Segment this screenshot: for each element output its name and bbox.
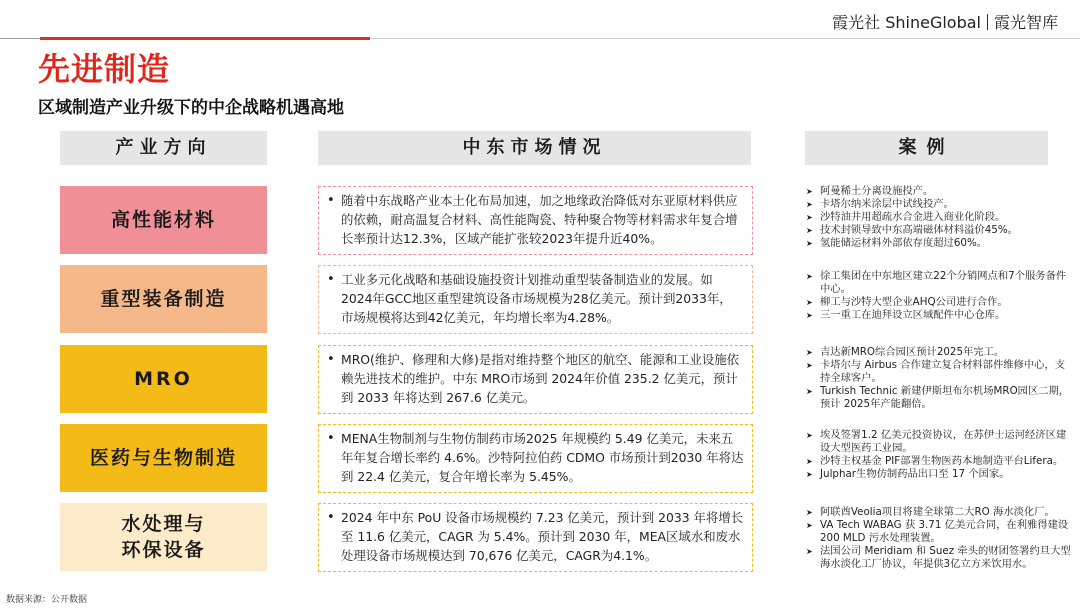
- title-accent-bar: [40, 37, 370, 40]
- arrow-bullet-icon: ➤: [806, 311, 813, 320]
- arrow-bullet-icon: ➤: [806, 457, 813, 466]
- case-item: ➤ 氢能储运材料外部依存度超过60%。: [806, 237, 988, 249]
- case-item: ➤ 卡塔尔纳米涂层中试线投产。: [806, 198, 954, 210]
- brand-shineglobal: 霞光社 ShineGlobal: [832, 13, 981, 32]
- bullet-dot: •: [327, 431, 335, 446]
- market-box-heavy-equipment: [318, 265, 753, 334]
- data-source-note: 数据来源：公开数据: [6, 595, 88, 605]
- arrow-bullet-icon: ➤: [806, 272, 813, 281]
- market-text: 2024 年中东 PoU 设备市场规模约 7.23 亿美元，预计到 2033 年将增长至 11.6 亿美元，CAGR 为 5.4%。预计到 2030 年，MEA区域水和废水处理设备市场规模达到 70,676 亿美元，CAGR为4.1%。: [341, 510, 744, 563]
- category-pharma-biomanufacturing: 医药与生物制造: [60, 424, 267, 492]
- case-item: ➤ 柳工与沙特大型企业AHQ公司进行合作。: [806, 296, 1008, 308]
- market-box-high-performance-materials: [318, 186, 753, 255]
- market-box-mro: [318, 345, 753, 414]
- arrow-bullet-icon: ➤: [806, 470, 813, 479]
- arrow-bullet-icon: ➤: [806, 348, 813, 357]
- arrow-bullet-icon: ➤: [806, 431, 813, 440]
- column-header-industry: 产业方向: [60, 131, 267, 165]
- column-header-cases: 案例: [805, 131, 1048, 165]
- case-item: ➤ 阿曼稀土分离设施投产。: [806, 185, 934, 197]
- arrow-bullet-icon: ➤: [806, 298, 813, 307]
- case-item: ➤ 沙特油井用超疏水合金进入商业化阶段。: [806, 211, 1006, 223]
- page-subtitle: 区域制造产业升级下的中企战略机遇高地: [38, 98, 344, 118]
- case-item: ➤ Julphar生物仿制药品出口至 17 个国家。: [806, 468, 1010, 480]
- cases-list-water-treatment: [806, 506, 1072, 571]
- cases-list-high-performance-materials: [806, 185, 1072, 250]
- market-text: MENA生物制剂与生物仿制药市场2025 年规模约 5.49 亿美元，未来五年年复合增长率约 4.6%。沙特阿拉伯药 CDMO 市场预计到2030 年将达到 22.4 亿美元，复合年增长率为 5.45%。: [341, 431, 744, 484]
- market-text: MRO(维护、修理和大修)是指对维持整个地区的航空、能源和工业设施依赖先进技术的维护。中东 MRO市场到 2024年价值 235.2 亿美元，预计到 2033 年将达到 267.6 亿美元。: [341, 352, 740, 405]
- bullet-dot: •: [327, 510, 335, 525]
- case-item: ➤ 技术封锁导致中东高端磁体材料溢价45%。: [806, 224, 1018, 236]
- brand-logo: [832, 10, 1058, 33]
- category-heavy-equipment: 重型装备制造: [60, 265, 267, 333]
- case-item: ➤ 吉达新MRO综合园区预计2025年完工。: [806, 346, 1005, 358]
- arrow-bullet-icon: ➤: [806, 187, 813, 196]
- bullet-dot: •: [327, 272, 335, 287]
- category-high-performance-materials: 高性能材料: [60, 186, 267, 254]
- brand-divider: [987, 14, 988, 30]
- case-item: ➤ 阿联酋Veolia项目将建全球第二大RO 海水淡化厂。: [806, 506, 1055, 518]
- case-item: ➤ Turkish Technic 新建伊斯坦布尔机场MRO园区二期，预计 2025年产能翻倍。: [806, 385, 1070, 410]
- cases-list-mro: [806, 346, 1072, 411]
- arrow-bullet-icon: ➤: [806, 361, 813, 370]
- cases-list-pharma-biomanufacturing: [806, 429, 1072, 481]
- case-item: ➤ 徐工集团在中东地区建立22个分销网点和7个服务备件中心。: [806, 270, 1067, 295]
- cases-list-heavy-equipment: [806, 270, 1072, 322]
- market-text: 随着中东战略产业本土化布局加速，加之地缘政治降低对东亚原材料供应的依赖，耐高温复合材料、高性能陶瓷、特种聚合物等材料需求年复合增长率预计达12.3%，区域产能扩张较2023年提升近40%。: [341, 193, 738, 246]
- arrow-bullet-icon: ➤: [806, 200, 813, 209]
- arrow-bullet-icon: ➤: [806, 387, 813, 396]
- market-box-water-treatment: [318, 503, 753, 572]
- arrow-bullet-icon: ➤: [806, 226, 813, 235]
- case-item: ➤ 沙特主权基金 PIF部署生物医药本地制造平台Lifera。: [806, 455, 1064, 467]
- page-title: 先进制造: [38, 50, 171, 88]
- case-item: ➤ VA Tech WABAG 获 3.71 亿美元合同，在利雅得建设 200 MLD 污水处理装置。: [806, 519, 1069, 544]
- arrow-bullet-icon: ➤: [806, 508, 813, 517]
- arrow-bullet-icon: ➤: [806, 213, 813, 222]
- case-item: ➤ 法国公司 Meridiam 和 Suez 牵头的财团签署约旦大型海水淡化工厂协议，年提供3亿立方米饮用水。: [806, 545, 1071, 570]
- header-rule-right: [370, 38, 1080, 39]
- column-header-market: 中东市场情况: [318, 131, 751, 165]
- arrow-bullet-icon: ➤: [806, 547, 813, 556]
- arrow-bullet-icon: ➤: [806, 239, 813, 248]
- arrow-bullet-icon: ➤: [806, 521, 813, 530]
- case-item: ➤ 卡塔尔与 Airbus 合作建立复合材料部件维修中心，支持全球客户。: [806, 359, 1066, 384]
- category-mro: MRO: [60, 345, 267, 413]
- bullet-dot: •: [327, 352, 335, 367]
- market-box-pharma-biomanufacturing: [318, 424, 753, 493]
- category-water-treatment: 水处理与 环保设备: [60, 503, 267, 571]
- bullet-dot: •: [327, 193, 335, 208]
- case-item: ➤ 埃及签署1.2 亿美元投资协议，在苏伊士运河经济区建设大型医药工业园。: [806, 429, 1067, 454]
- case-item: ➤ 三一重工在迪拜设立区域配件中心仓库。: [806, 309, 1006, 321]
- market-text: 工业多元化战略和基础设施投资计划推动重型装备制造业的发展。如2024年GCC地区重型建筑设备市场规模为28亿美元。预计到2033年，市场规模将达到42亿美元，年均增长率为4.28%。: [341, 272, 732, 325]
- brand-think-tank: 霞光智库: [993, 13, 1058, 32]
